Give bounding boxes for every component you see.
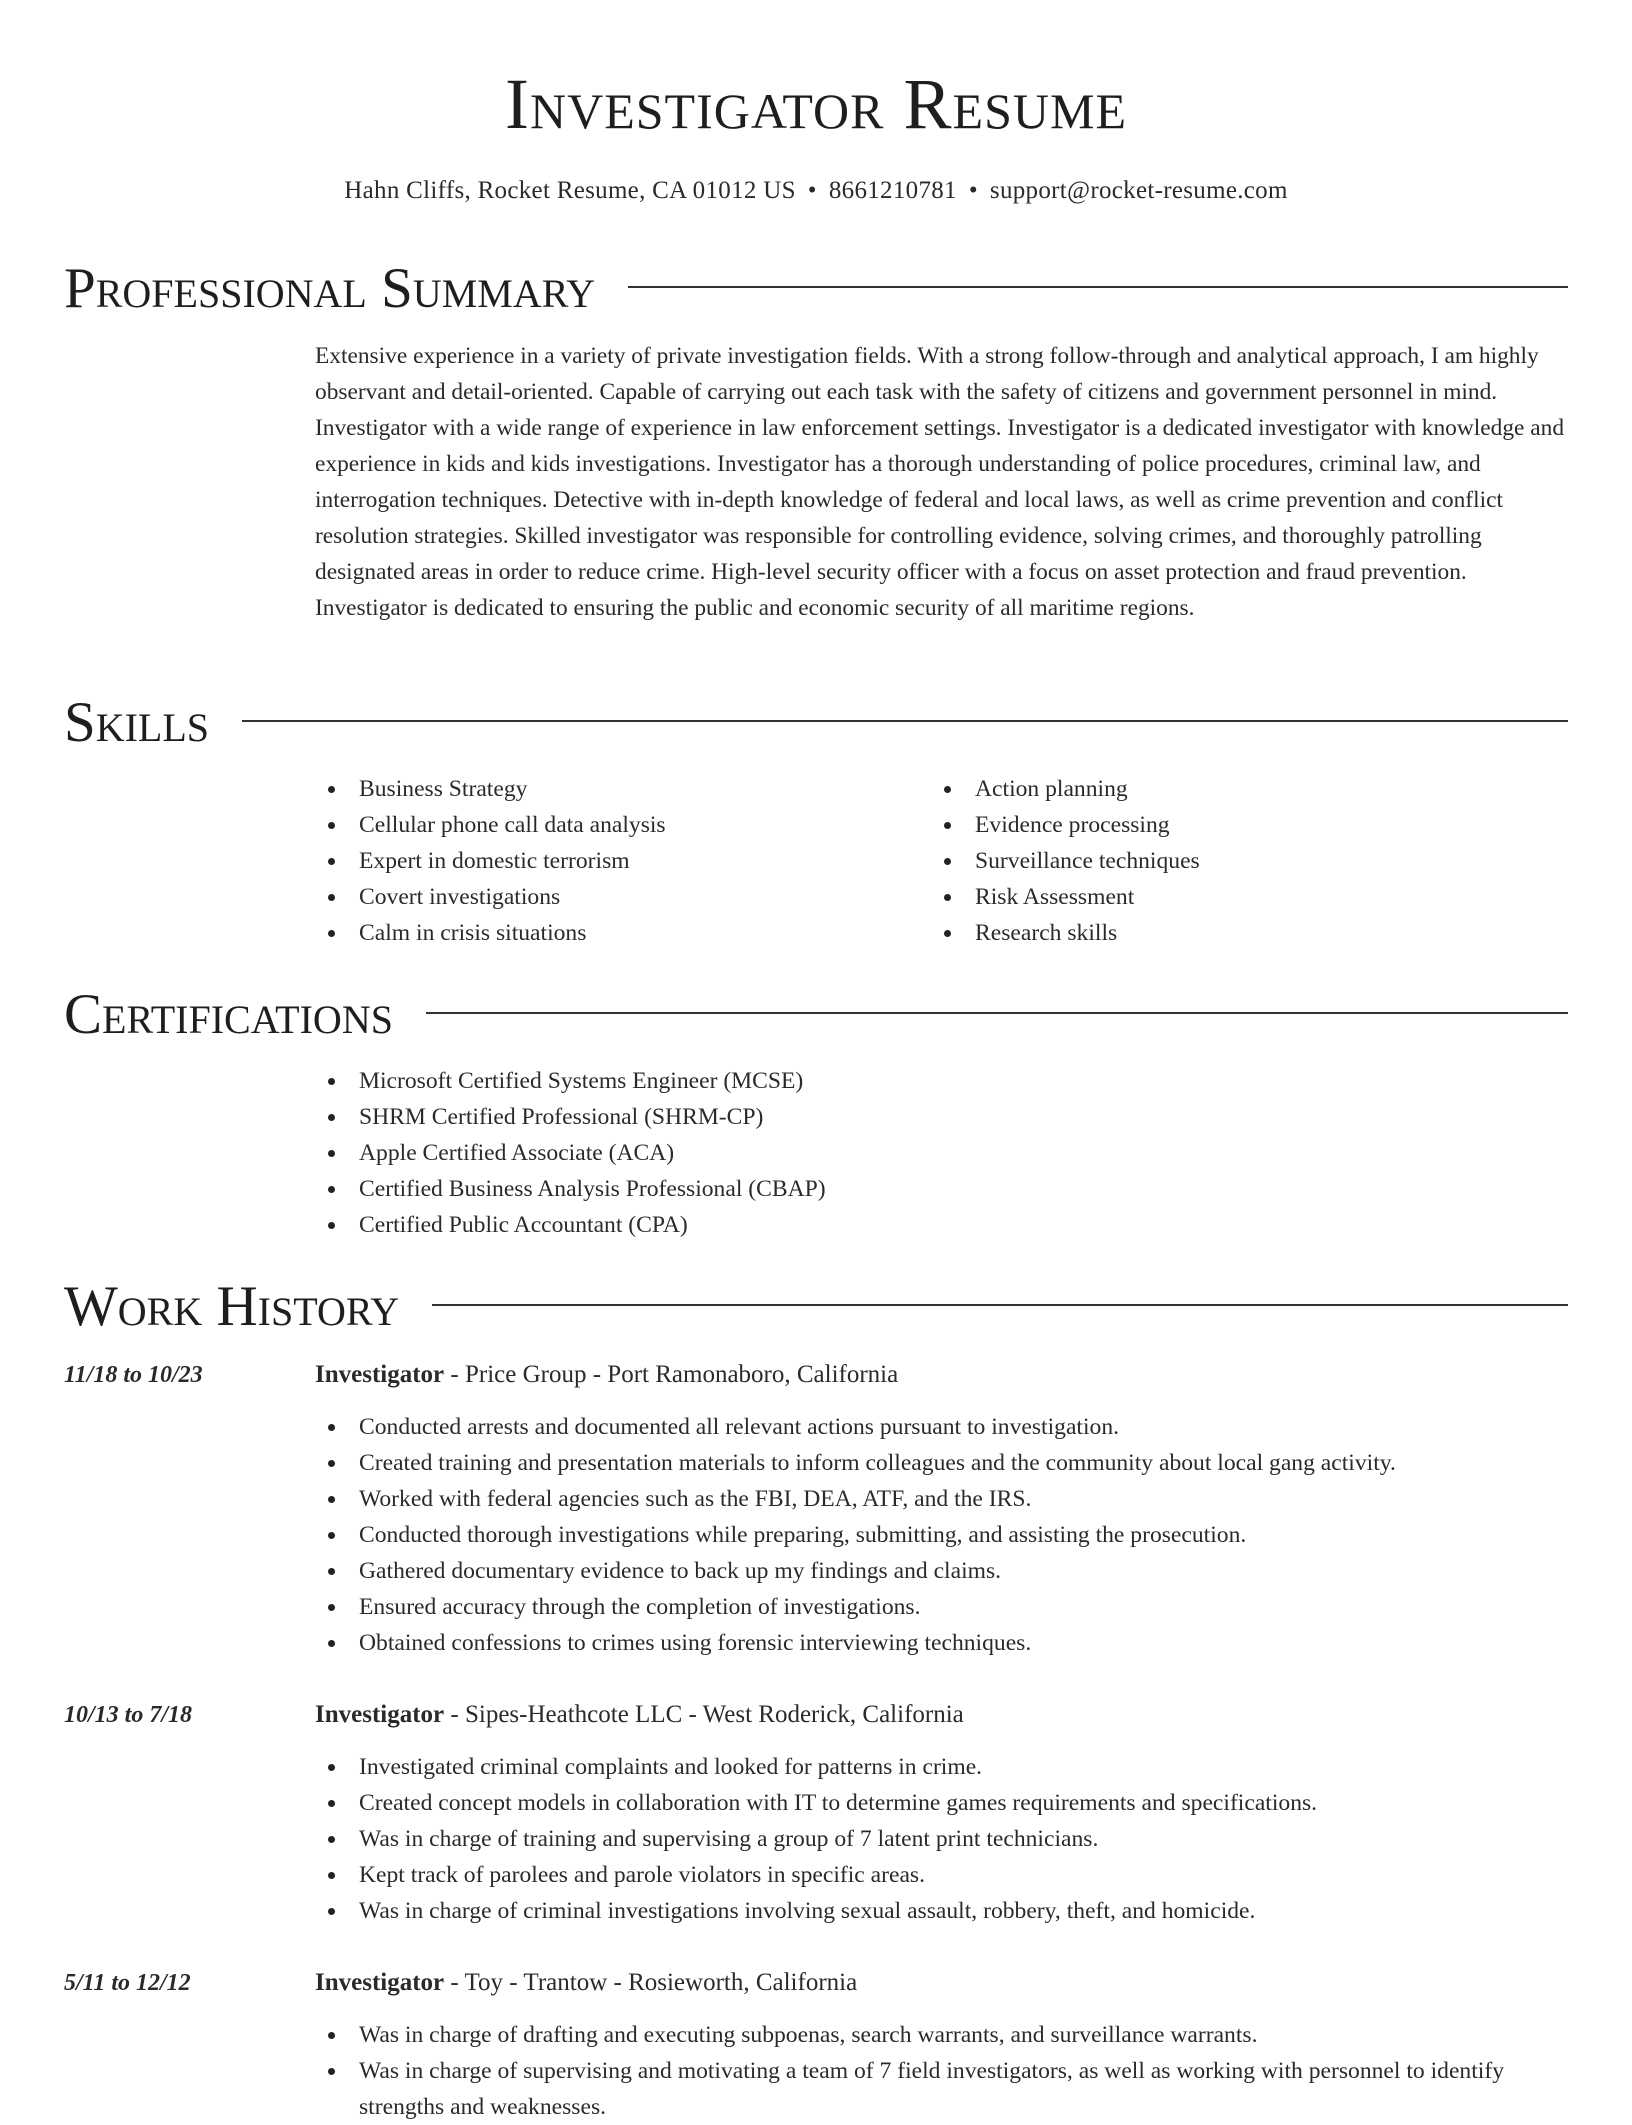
contact-separator: • bbox=[968, 177, 978, 204]
job-duty-item: Kept track of parolees and parole violators in specific areas. bbox=[315, 1857, 1570, 1893]
job-duty-item: Conducted thorough investigations while preparing, submitting, and assisting the prosecution. bbox=[315, 1517, 1570, 1553]
skills-section-header bbox=[64, 688, 1568, 758]
certification-item: Apple Certified Associate (ACA) bbox=[315, 1135, 1515, 1171]
job-title: Investigator bbox=[315, 1969, 445, 1996]
work-history-section-header bbox=[64, 1272, 1568, 1342]
skill-item: Calm in crisis situations bbox=[315, 915, 915, 951]
contact-separator: • bbox=[807, 177, 817, 204]
job-dates: 10/13 to 7/18 bbox=[64, 1702, 193, 1728]
job-title: Investigator bbox=[315, 1361, 445, 1388]
job-duty-item: Worked with federal agencies such as the FBI, DEA, ATF, and the IRS. bbox=[315, 1481, 1570, 1517]
skill-item: Business Strategy bbox=[315, 771, 915, 807]
section-divider bbox=[628, 286, 1568, 288]
section-divider bbox=[432, 1304, 1568, 1306]
skills-column-right bbox=[931, 771, 1531, 951]
skill-item: Action planning bbox=[931, 771, 1531, 807]
skill-item: Cellular phone call data analysis bbox=[315, 807, 915, 843]
certifications-list bbox=[315, 1063, 1515, 1243]
skill-item: Expert in domestic terrorism bbox=[315, 843, 915, 879]
job-duty-item: Investigated criminal complaints and looked for patterns in crime. bbox=[315, 1749, 1570, 1785]
certifications-heading: Certifications bbox=[64, 983, 393, 1046]
job-title: Investigator bbox=[315, 1701, 445, 1728]
job-duty-item: Was in charge of supervising and motivating a team of 7 field investigators, as well as working with personnel to identify strengths and weaknesses. bbox=[315, 2053, 1570, 2125]
summary-text: Extensive experience in a variety of private investigation fields. With a strong follow-through and analytical approach, I am highly observant and detail-oriented. Capable of carrying out each task with the safety of citizens and government personnel in mind. Investigator with a wide range of experience in law enforcement settings. Investigator is a dedicated investigator with knowledge and experience in kids and kids investigations. Investigator has a thorough understanding of police procedures, criminal law, and interrogation techniques. Detective with in-depth knowledge of federal and local laws, as well as crime prevention and conflict resolution strategies. Skilled investigator was responsible for controlling evidence, solving crimes, and thoroughly patrolling designated areas in order to reduce crime. High-level security officer with a focus on asset protection and fraud prevention. Investigator is dedicated to ensuring the public and economic security of all maritime regions. bbox=[315, 343, 1565, 621]
job-duties bbox=[315, 2017, 1570, 2125]
job-duty-item: Ensured accuracy through the completion of investigations. bbox=[315, 1589, 1570, 1625]
job-employer: - Sipes-Heathcote LLC - West Roderick, California bbox=[444, 1701, 964, 1728]
skill-item: Risk Assessment bbox=[931, 879, 1531, 915]
skill-item: Surveillance techniques bbox=[931, 843, 1531, 879]
job-employer: - Price Group - Port Ramonaboro, California bbox=[444, 1361, 899, 1388]
section-divider bbox=[242, 720, 1568, 722]
contact-phone: 8661210781 bbox=[828, 177, 957, 204]
skills-column-left bbox=[315, 771, 915, 951]
certifications-section-header bbox=[64, 980, 1568, 1050]
job-dates: 5/11 to 12/12 bbox=[64, 1970, 191, 1996]
job-duty-item: Created concept models in collaboration with IT to determine games requirements and specifications. bbox=[315, 1785, 1570, 1821]
job-duty-item: Was in charge of training and supervising a group of 7 latent print technicians. bbox=[315, 1821, 1570, 1857]
job-duty-item: Obtained confessions to crimes using forensic interviewing techniques. bbox=[315, 1625, 1570, 1661]
contact-address: Hahn Cliffs, Rocket Resume, CA 01012 US bbox=[344, 177, 796, 204]
job-duty-item: Conducted arrests and documented all relevant actions pursuant to investigation. bbox=[315, 1409, 1570, 1445]
job-duty-item: Gathered documentary evidence to back up my findings and claims. bbox=[315, 1553, 1570, 1589]
section-divider bbox=[426, 1012, 1568, 1014]
certification-item: SHRM Certified Professional (SHRM-CP) bbox=[315, 1099, 1515, 1135]
job-duties bbox=[315, 1409, 1570, 1661]
certification-item: Certified Business Analysis Professional (CBAP) bbox=[315, 1171, 1515, 1207]
skill-item: Covert investigations bbox=[315, 879, 915, 915]
job-duties bbox=[315, 1749, 1570, 1929]
skills-heading: Skills bbox=[64, 691, 210, 754]
job-duty-item: Created training and presentation materials to inform colleagues and the community about local gang activity. bbox=[315, 1445, 1570, 1481]
skill-item: Evidence processing bbox=[931, 807, 1531, 843]
resume-title: Investigator Resume bbox=[505, 64, 1127, 144]
job-employer: - Toy - Trantow - Rosieworth, California bbox=[444, 1969, 858, 1996]
skill-item: Research skills bbox=[931, 915, 1531, 951]
certification-item: Microsoft Certified Systems Engineer (MCSE) bbox=[315, 1063, 1515, 1099]
contact-email: support@rocket-resume.com bbox=[989, 177, 1288, 204]
contact-line bbox=[0, 174, 1632, 208]
job-heading bbox=[315, 1965, 857, 2001]
job-heading bbox=[315, 1697, 964, 1733]
job-dates: 11/18 to 10/23 bbox=[64, 1362, 203, 1388]
summary-section-header bbox=[64, 254, 1568, 324]
job-duty-item: Was in charge of drafting and executing subpoenas, search warrants, and surveillance warrants. bbox=[315, 2017, 1570, 2053]
summary-heading: Professional Summary bbox=[64, 257, 596, 320]
work-history-heading: Work History bbox=[64, 1275, 400, 1338]
job-duty-item: Was in charge of criminal investigations involving sexual assault, robbery, theft, and homicide. bbox=[315, 1893, 1570, 1929]
job-heading bbox=[315, 1357, 898, 1393]
certification-item: Certified Public Accountant (CPA) bbox=[315, 1207, 1515, 1243]
